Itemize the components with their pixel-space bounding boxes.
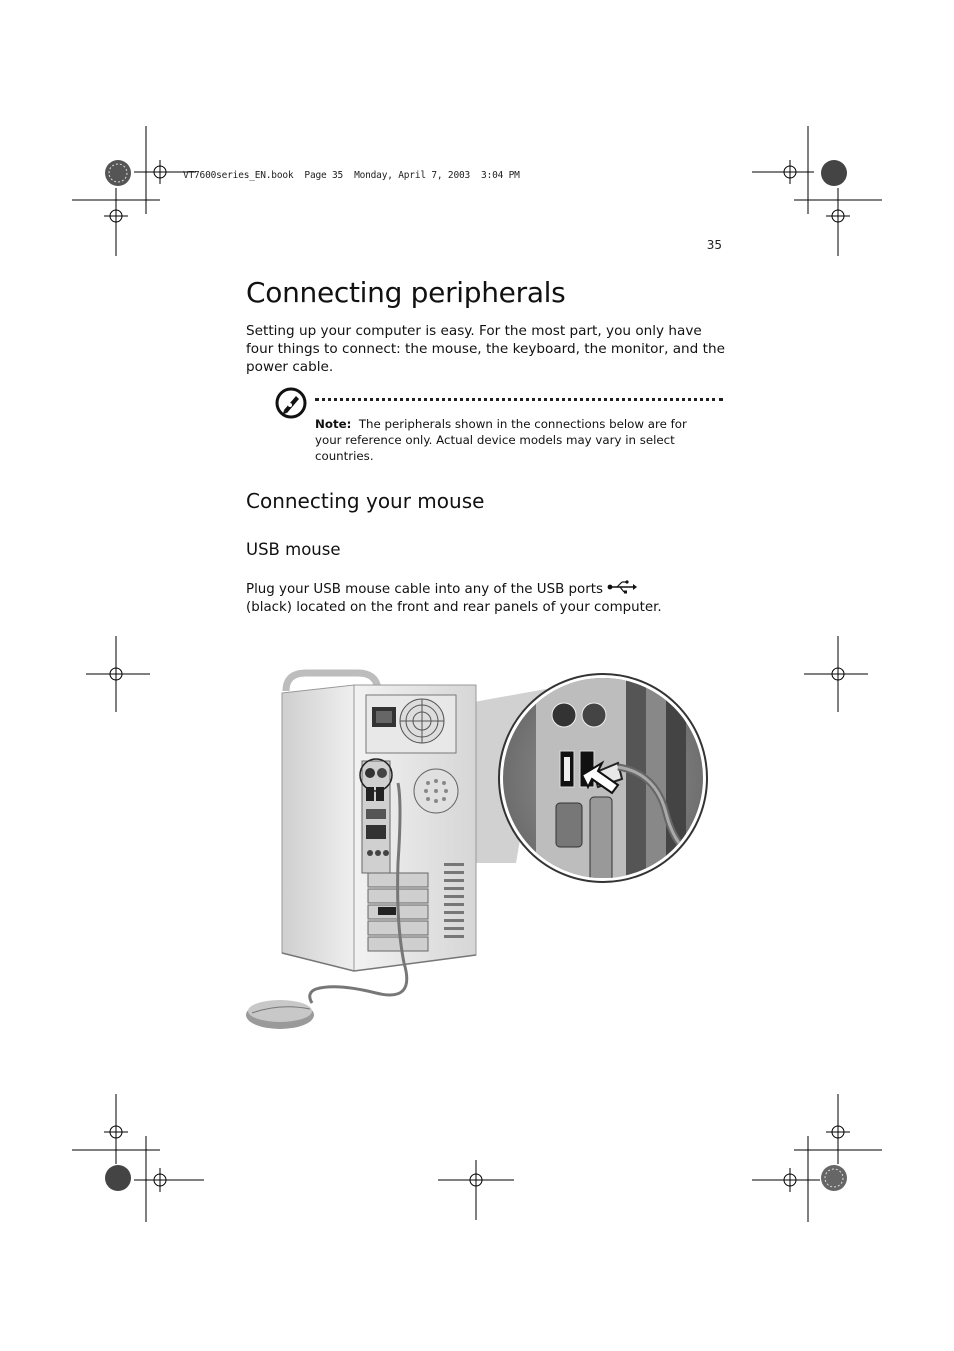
print-slug-line: VT7600series_EN.book Page 35 Monday, April 7, 2003 3:04 PM	[183, 170, 520, 181]
note-body: The peripherals shown in the connections below are for your reference only. Actual device models may vary in select countries.	[315, 417, 687, 463]
computer-rear-usb-mouse-illustration	[246, 663, 720, 1058]
note-divider	[315, 398, 723, 401]
section-title: Connecting peripherals	[246, 276, 566, 309]
subsection-subtitle: USB mouse	[246, 540, 341, 559]
usb-instruction-part-2: (black) located on the front and rear panels of your computer.	[246, 600, 662, 615]
note-text	[315, 416, 715, 464]
usb-instruction-paragraph	[246, 580, 726, 617]
note-label: Note:	[315, 417, 352, 431]
intro-paragraph: Setting up your computer is easy. For the most part, you only have four things to connect: the mouse, the keyboard, the monitor, and the power cable.	[246, 323, 725, 375]
usb-icon	[607, 580, 637, 594]
subsection-title: Connecting your mouse	[246, 489, 485, 513]
page-number: 35	[706, 238, 722, 252]
note-pen-icon	[274, 386, 308, 420]
usb-instruction-part-1: Plug your USB mouse cable into any of the USB ports	[246, 582, 603, 597]
